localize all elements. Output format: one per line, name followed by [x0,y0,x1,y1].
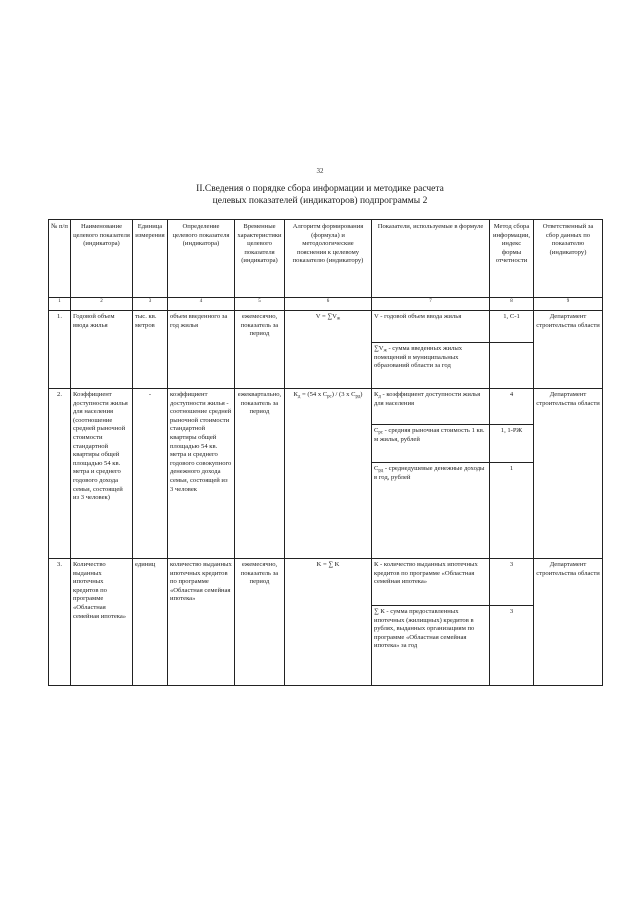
row-number: 2. [49,389,71,559]
collection-method [490,343,534,389]
header-responsible: Ответственный за сбор данных по показателю (индикатору) [534,220,603,298]
column-number: 8 [490,298,534,311]
table-row-3 [49,559,603,606]
indicator-symbol: С [374,465,379,472]
header-definition: Определение целевого показателя (индикатора) [168,220,235,298]
collection-method: 4 [490,389,534,425]
column-number: 1 [49,298,71,311]
unit: - [133,389,168,559]
collection-method: 1 [490,463,534,559]
header-indicators: Показатели, используемые в формуле [372,220,490,298]
indicator-subscript: д [378,394,381,400]
indicator-name: Коэффициент доступности жилья для населения (соотношение средней рыночной стоимости стандартной квартиры общей площадью 54 кв. метра и среднего годового дохода семьи, состоящей из 3 человек) [71,389,133,559]
indicator-symbol: С [374,427,379,434]
indicator-text: - среднедушевые денежные доходы в год, рублей [374,465,485,481]
column-number: 5 [235,298,285,311]
column-numbers-row [49,298,603,311]
responsible: Департамент строительства области [534,389,603,559]
section-title [60,183,580,207]
definition: коэффициент доступности жилья - соотношение средней рыночной стоимости стандартной квартиры общей площадью 54 кв. метра и среднего годового совокупного денежного дохода семьи, состоящей из 3 человек [168,389,235,559]
collection-method: 3 [490,606,534,686]
indicator-name: Годовой объем ввода жилья [71,311,133,389]
indicator-description [372,343,490,389]
column-number: 3 [133,298,168,311]
collection-method: 1, 1-РЖ [490,425,534,463]
time-characteristic: ежеквартально, показатель за период [235,389,285,559]
title-line-1: II.Сведения о порядке сбора информации и методике расчета [196,184,444,194]
column-number: 7 [372,298,490,311]
header-time: Временные характеристики целевого показателя (индикатора) [235,220,285,298]
definition: объем введенного за год жилья [168,311,235,389]
indicator-description [372,463,490,559]
indicator-description [372,425,490,463]
collection-method: 1, С-1 [490,311,534,343]
definition: количество выданных ипотечных кредитов по программе «Областная семейная ипотека» [168,559,235,686]
formula-text: V = ∑V [315,313,337,320]
column-number: 9 [534,298,603,311]
header-num: № п/п [49,220,71,298]
indicator-description: К - количество выданных ипотечных кредитов по программе «Областная семейная ипотека» [372,559,490,606]
unit: единиц [133,559,168,686]
indicator-symbol: ∑V [374,345,384,352]
column-number: 6 [285,298,372,311]
indicators-table [48,219,603,686]
column-number: 4 [168,298,235,311]
indicator-name: Количество выданных ипотечных кредитов по программе «Областная семейная ипотека» [71,559,133,686]
header-method: Метод сбора информации, индекс формы отчетности [490,220,534,298]
row-number: 1. [49,311,71,389]
indicator-description: ∑ К - сумма предоставленных ипотечных (жилищных) кредитов в рублях, выданных организациям по программе «Областная семейная ипотека» за год [372,606,490,686]
unit: тыс. кв. метров [133,311,168,389]
collection-method: 3 [490,559,534,606]
title-line-2: целевых показателей (индикаторов) подпрограммы 2 [212,196,428,206]
indicator-subscript: ж [383,348,387,354]
indicator-subscript: рд [378,468,384,474]
indicator-symbol: К [374,391,379,398]
time-characteristic: ежемесячно, показатель за период [235,311,285,389]
responsible: Департамент строительства области [534,311,603,389]
responsible: Департамент строительства области [534,559,603,686]
indicator-text: - коэффициент доступности жилья для населения [374,391,481,407]
indicator-description [372,389,490,425]
indicator-text: - средняя рыночная стоимость 1 кв. м жилья, рублей [374,427,485,443]
header-name: Наименование целевого показателя (индикатора) [71,220,133,298]
formula: K = ∑ K [285,559,372,686]
formula: $К_д = (54$ x $С_{рс}) / (3$ x $С_{рд}$) [285,389,372,559]
header-algorithm: Алгоритм формирования (формула) и методологические пояснения к целевому показателю (индикатору) [285,220,372,298]
table-row-2 [49,389,603,425]
time-characteristic: ежемесячно, показатель за период [235,559,285,686]
table-row-1 [49,311,603,343]
indicator-text: - сумма введенных жилых помещений в муниципальных образований области за год [374,345,463,370]
header-unit: Единица измерения [133,220,168,298]
column-number: 2 [71,298,133,311]
formula [285,311,372,389]
page-number: 32 [316,167,324,175]
row-number: 3. [49,559,71,686]
formula-subscript: ж [336,316,341,322]
indicator-description: V - годовой объем ввода жилья [372,311,490,343]
indicator-subscript: рс [378,430,383,436]
